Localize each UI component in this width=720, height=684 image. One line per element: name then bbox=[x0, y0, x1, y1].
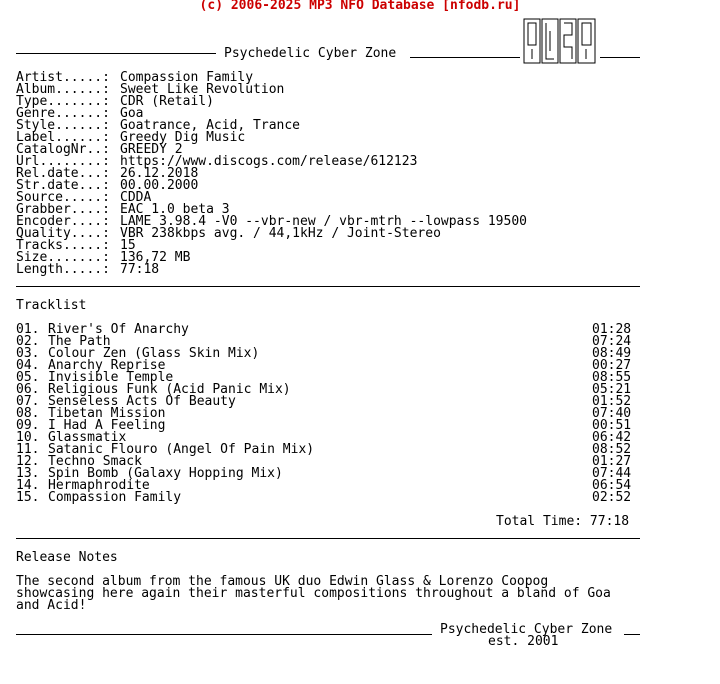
site-banner: (c) 2006-2025 MP3 NFO Database [nfodb.ru] bbox=[199, 0, 521, 13]
track-title: Tibetan Mission bbox=[48, 406, 166, 421]
info-label: Url........: bbox=[16, 154, 110, 169]
info-value: https://www.discogs.com/release/612123 bbox=[120, 154, 418, 169]
track-number: 09. bbox=[16, 418, 40, 433]
info-label: Size.......: bbox=[16, 250, 110, 265]
info-value: VBR 238kbps avg. / 44,1kHz / Joint-Stereo bbox=[120, 226, 441, 241]
info-label: Style......: bbox=[16, 118, 110, 133]
track-duration: 07:44 bbox=[592, 466, 632, 481]
divider bbox=[16, 538, 640, 539]
track-number: 15. bbox=[16, 490, 40, 505]
info-label: Label......: bbox=[16, 130, 110, 145]
info-value: CDDA bbox=[120, 190, 152, 205]
header-rule-right bbox=[600, 57, 640, 58]
info-value: Goa bbox=[120, 106, 144, 121]
release-notes-heading: Release Notes bbox=[16, 550, 118, 565]
track-duration: 06:54 bbox=[592, 478, 632, 493]
info-label: Tracks.....: bbox=[16, 238, 110, 253]
info-label: Str.date...: bbox=[16, 178, 110, 193]
track-number: 03. bbox=[16, 346, 40, 361]
info-value: 77:18 bbox=[120, 262, 160, 277]
info-value: Compassion Family bbox=[120, 70, 254, 85]
info-label: Type.......: bbox=[16, 94, 110, 109]
info-value: EAC 1.0 beta 3 bbox=[120, 202, 230, 217]
track-title: Invisible Temple bbox=[48, 370, 174, 385]
track-title: River's Of Anarchy bbox=[48, 322, 189, 337]
info-value: 26.12.2018 bbox=[120, 166, 199, 181]
info-value: 136,72 MB bbox=[120, 250, 191, 265]
track-duration: 02:52 bbox=[592, 490, 632, 505]
footer-rule-left bbox=[16, 634, 432, 635]
track-number: 12. bbox=[16, 454, 40, 469]
info-label: Artist.....: bbox=[16, 70, 110, 85]
info-value: CDR (Retail) bbox=[120, 94, 214, 109]
track-duration: 08:49 bbox=[592, 346, 632, 361]
track-duration: 07:24 bbox=[592, 334, 632, 349]
track-title: Satanic Flouro (Angel Of Pain Mix) bbox=[48, 442, 315, 457]
track-title: Anarchy Reprise bbox=[48, 358, 166, 373]
info-label: Rel.date...: bbox=[16, 166, 110, 181]
track-number: 14. bbox=[16, 478, 40, 493]
info-label: Source.....: bbox=[16, 190, 110, 205]
track-duration: 00:27 bbox=[592, 358, 632, 373]
track-title: Religious Funk (Acid Panic Mix) bbox=[48, 382, 291, 397]
track-number: 06. bbox=[16, 382, 40, 397]
tracklist-heading: Tracklist bbox=[16, 298, 87, 313]
track-number: 08. bbox=[16, 406, 40, 421]
info-value: 00.00.2000 bbox=[120, 178, 199, 193]
release-notes-line: showcasing here again their masterful compositions throughout a bland of Goa bbox=[16, 586, 611, 601]
info-label: Quality....: bbox=[16, 226, 110, 241]
track-number: 13. bbox=[16, 466, 40, 481]
release-notes-line: The second album from the famous UK duo Edwin Glass & Lorenzo Coopog bbox=[16, 574, 549, 589]
track-duration: 00:51 bbox=[592, 418, 632, 433]
info-label: Genre......: bbox=[16, 106, 110, 121]
info-value: Greedy Dig Music bbox=[120, 130, 246, 145]
track-number: 07. bbox=[16, 394, 40, 409]
track-title: I Had A Feeling bbox=[48, 418, 166, 433]
track-title: Colour Zen (Glass Skin Mix) bbox=[48, 346, 260, 361]
track-duration: 08:52 bbox=[592, 442, 632, 457]
track-number: 10. bbox=[16, 430, 40, 445]
info-label: Grabber....: bbox=[16, 202, 110, 217]
header-group-name: Psychedelic Cyber Zone bbox=[224, 46, 397, 61]
track-number: 11. bbox=[16, 442, 40, 457]
info-label: Encoder....: bbox=[16, 214, 110, 229]
info-value: Sweet Like Revolution bbox=[120, 82, 285, 97]
track-title: Compassion Family bbox=[48, 490, 182, 505]
info-value: Goatrance, Acid, Trance bbox=[120, 118, 301, 133]
track-duration: 05:21 bbox=[592, 382, 632, 397]
track-title: Senseless Acts Of Beauty bbox=[48, 394, 236, 409]
track-number: 01. bbox=[16, 322, 40, 337]
divider bbox=[16, 286, 640, 287]
track-number: 02. bbox=[16, 334, 40, 349]
footer-group-name: Psychedelic Cyber Zone bbox=[440, 622, 613, 637]
track-duration: 01:27 bbox=[592, 454, 632, 469]
info-value: GREEDY 2 bbox=[120, 142, 183, 157]
track-duration: 01:28 bbox=[592, 322, 632, 337]
header-rule-mid bbox=[410, 57, 520, 58]
track-title: The Path bbox=[48, 334, 111, 349]
header-rule-left bbox=[16, 53, 216, 54]
track-title: Hermaphrodite bbox=[48, 478, 150, 493]
track-duration: 06:42 bbox=[592, 430, 632, 445]
info-label: Album......: bbox=[16, 82, 110, 97]
track-number: 05. bbox=[16, 370, 40, 385]
footer-rule-right bbox=[624, 634, 640, 635]
footer-established: est. 2001 bbox=[488, 634, 559, 649]
info-value: LAME 3.98.4 -V0 --vbr-new / vbr-mtrh --lowpass 19500 bbox=[120, 214, 527, 229]
track-duration: 07:40 bbox=[592, 406, 632, 421]
track-duration: 08:55 bbox=[592, 370, 632, 385]
info-label: Length.....: bbox=[16, 262, 110, 277]
track-number: 04. bbox=[16, 358, 40, 373]
pcz-logo-icon bbox=[523, 17, 597, 65]
info-label: CatalogNr..: bbox=[16, 142, 110, 157]
track-duration: 01:52 bbox=[592, 394, 632, 409]
track-title: Spin Bomb (Galaxy Hopping Mix) bbox=[48, 466, 283, 481]
track-title: Glassmatix bbox=[48, 430, 127, 445]
release-notes-line: and Acid! bbox=[16, 598, 87, 613]
info-value: 15 bbox=[120, 238, 136, 253]
total-time: Total Time: 77:18 bbox=[496, 514, 630, 529]
track-title: Techno Smack bbox=[48, 454, 142, 469]
